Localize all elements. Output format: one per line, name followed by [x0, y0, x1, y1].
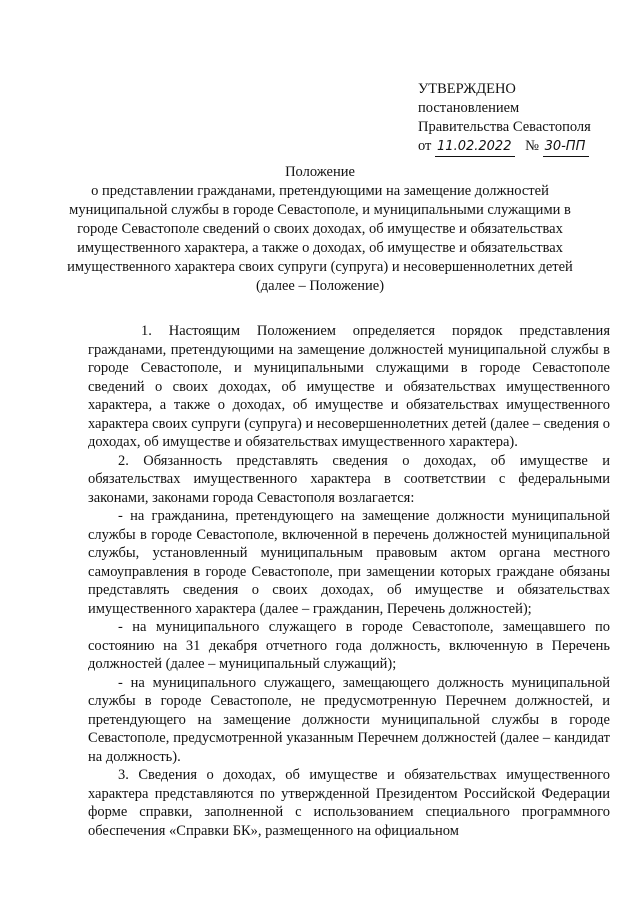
- approval-date: 11.02.2022: [435, 137, 515, 157]
- paragraph-1: 1. Настоящим Положением определяется порядок представления гражданами, претендующими на замещение должностей муниципальной службы в городе Севастополе, и муниципальными служащими в городе Севастополе сведений о своих доходах, об имуществе и обязательствах имущественного характера, а также о доходах, об имуществе и обязательствах имущественного характера своих супруги (супруга) и несовершеннолетних детей (далее – сведения о доходах, об имуществе и обязательствах имущественного характера).: [88, 323, 610, 450]
- number-sign: №: [525, 138, 539, 154]
- approval-line-approved: УТВЕРЖДЕНО: [418, 81, 516, 97]
- approval-line-government: Правительства Севастополя: [418, 119, 591, 135]
- paragraph-2-item-employee: - на муниципального служащего в городе Севастополе, замещавшего по состоянию на 31 декабря отчетного года должность, включенную в Перечень должностей (далее – муниципальный служащий);: [88, 619, 610, 672]
- paragraph-2: 2. Обязанность представлять сведения о доходах, об имуществе и обязательствах имущественного характера в соответствии с федеральными законами, законами города Севастополя возлагается:: [88, 452, 610, 506]
- approval-stamp: [418, 80, 591, 157]
- title-heading: Положение: [285, 164, 355, 180]
- paragraph-3: 3. Сведения о доходах, об имуществе и обязательствах имущественного характера представляются по утвержденной Президентом Российской Федерации форме справки, заполненной с использованием специального программного обеспечения «Справки БК», размещенного на официальном: [88, 767, 610, 839]
- document-title: [67, 163, 573, 296]
- paragraph-2-item-candidate: - на муниципального служащего, замещающего должность муниципальной службы в городе Севастополе, не предусмотренную Перечнем должностей, и претендующего на замещение должности муниципальной службы в городе Севастополе, предусмотренной указанным Перечнем должностей (далее – кандидат на должность).: [88, 674, 610, 765]
- paragraph-2-item-citizen: - на гражданина, претендующего на замещение должности муниципальной службы в городе Севастополе, включенной в перечень должностей муниципальной службы, установленный муниципальным правовым актом органа местного самоуправления в городе Севастополе, при замещении которых граждане обязаны представлять сведения о своих доходах, об имуществе и обязательствах имущественного характера (далее – гражданин, Перечень должностей);: [88, 508, 610, 617]
- date-prefix: от: [418, 138, 432, 154]
- approval-line-resolution: постановлением: [418, 100, 520, 116]
- approval-date-line: [418, 137, 591, 157]
- title-subtitle: о представлении гражданами, претендующими на замещение должностей муниципальной службы в городе Севастополе, и муниципальными служащими в городе Севастополе сведений о своих доходах, об имуществе и обязательствах имущественного характера, а также о доходах, об имуществе и обязательствах имущественного характера своих супруги (супруга) и несовершеннолетних детей (далее – Положение): [67, 183, 573, 294]
- approval-number: 30-ПП: [543, 137, 590, 157]
- document-body: [88, 322, 610, 840]
